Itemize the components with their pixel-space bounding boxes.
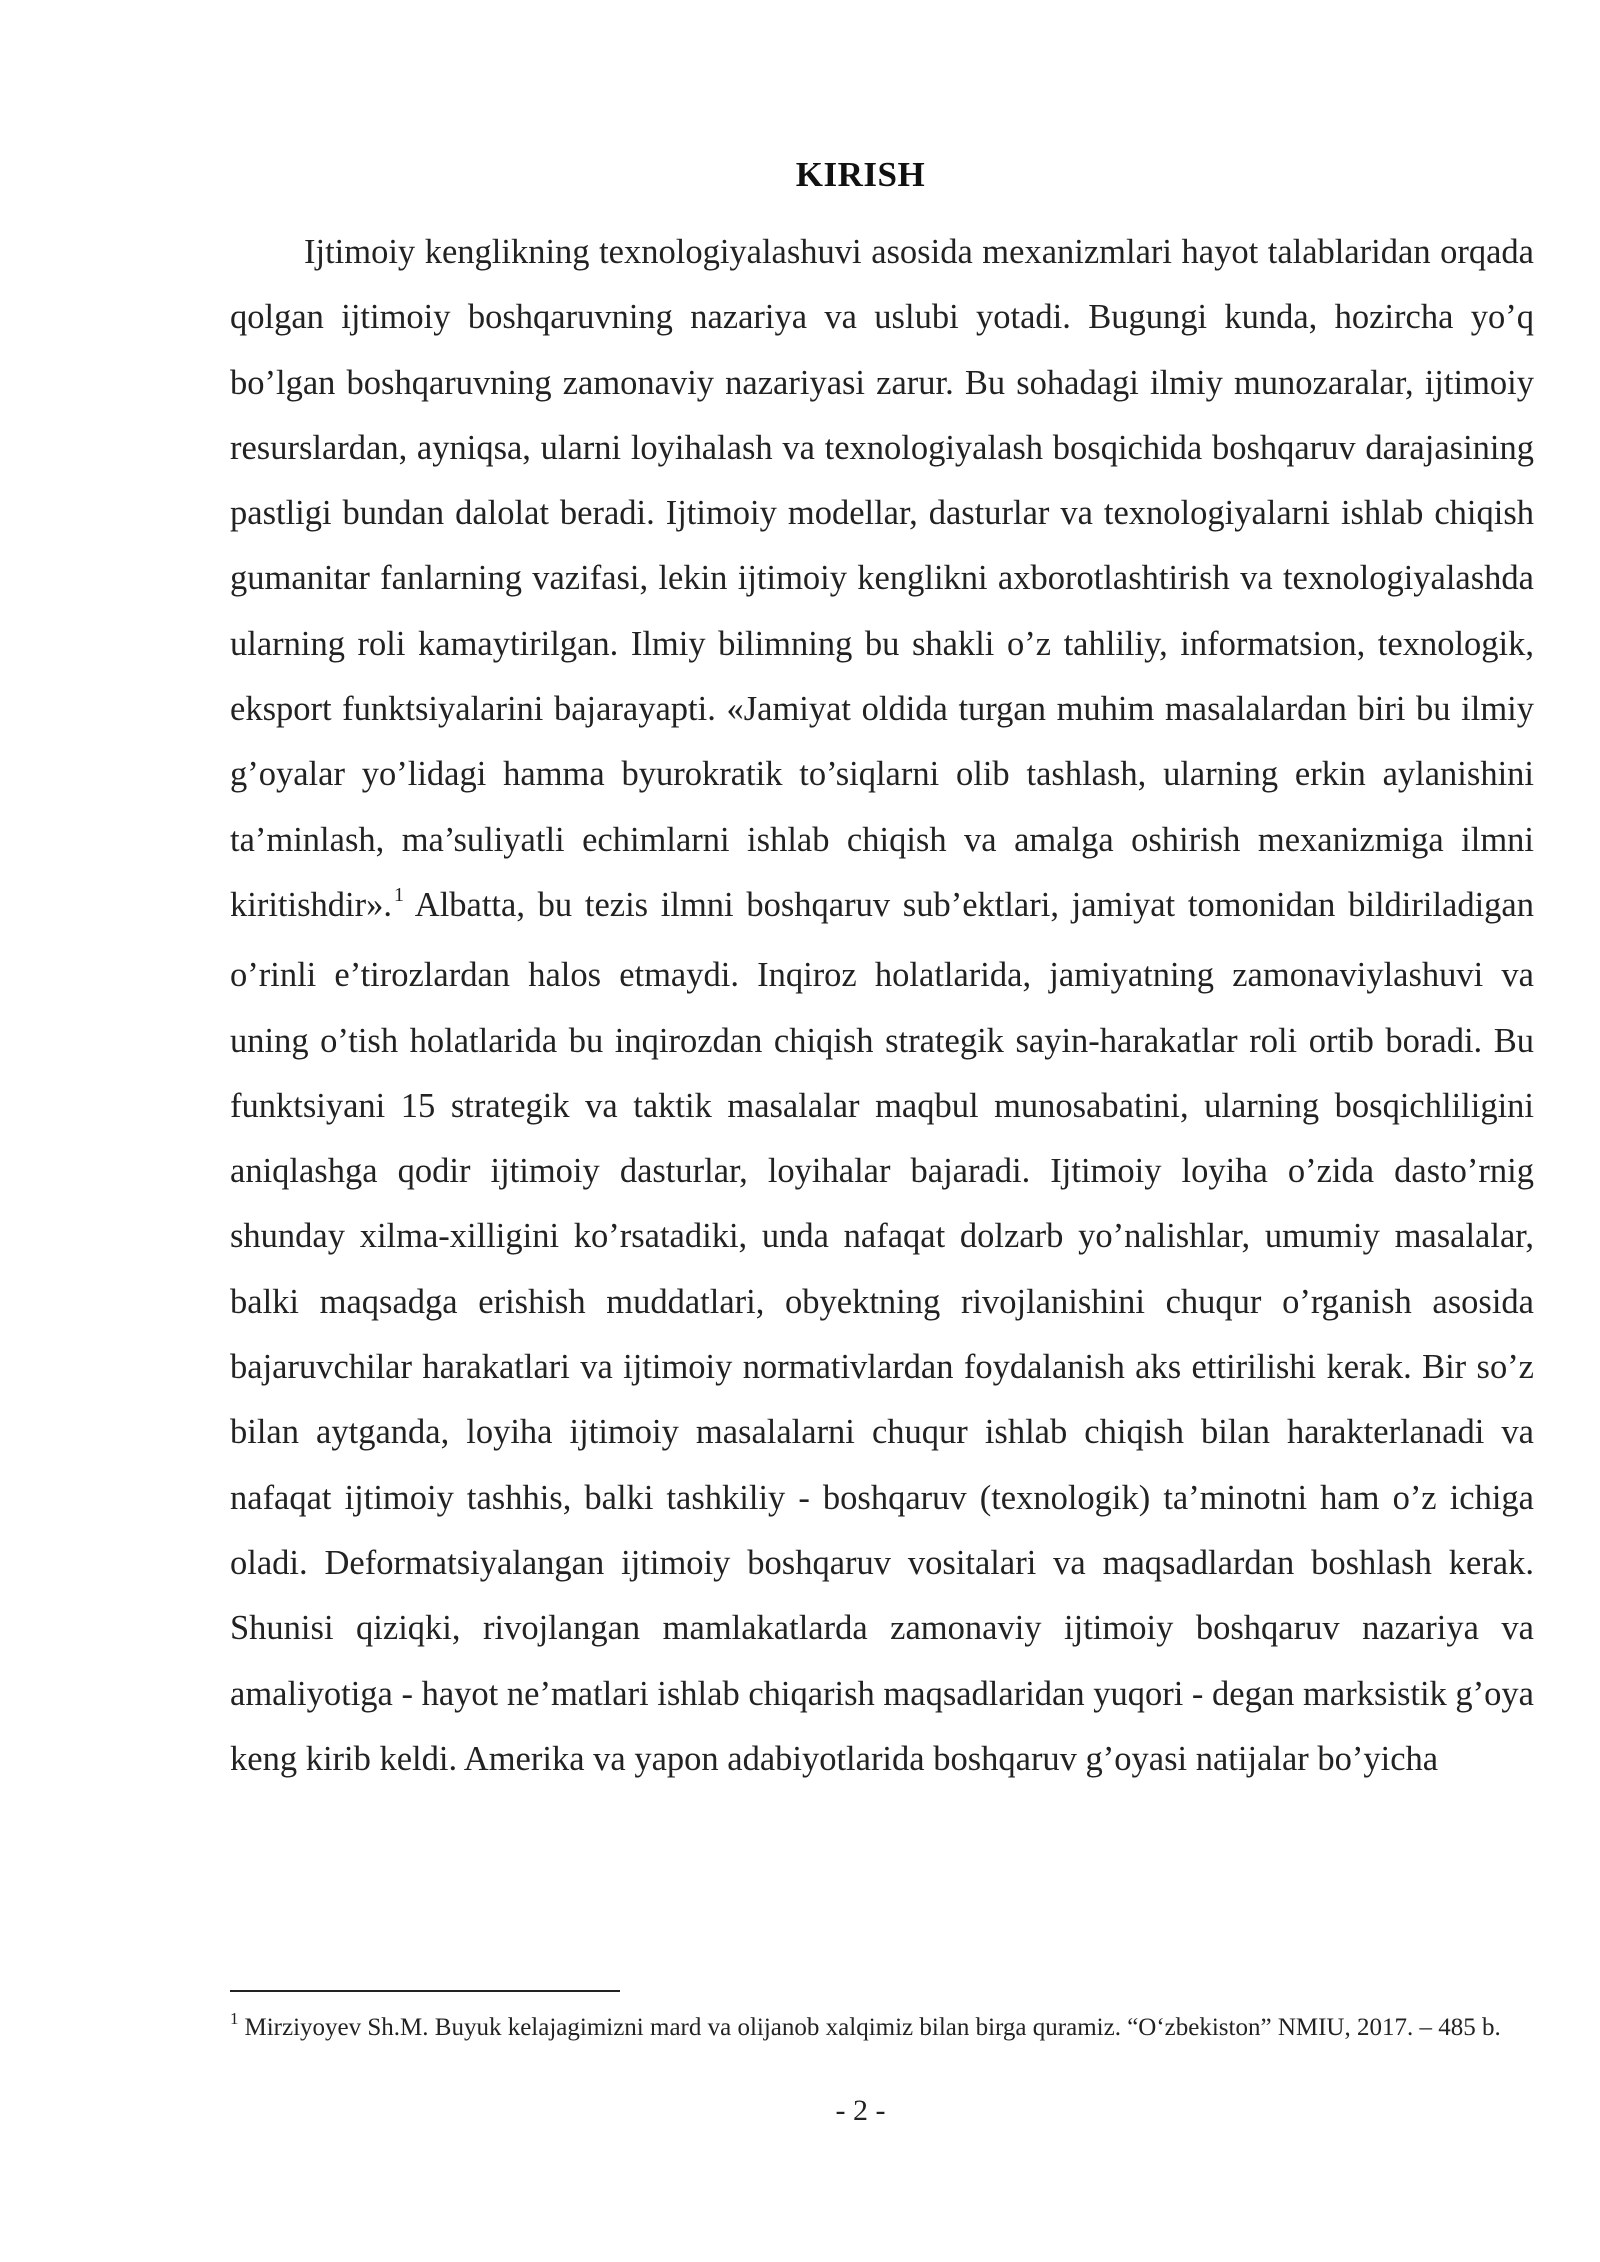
body-text-part-1: Ijtimoiy kenglikning texnologiyalashuvi asosida mexanizmlari hayot talablaridan orqada qolgan ijtimoiy boshqaruvning nazariya va uslubi yotadi. Bugungi kunda, hozircha yo’q bo’lgan boshqaruvning zamonaviy nazariyasi zarur. Bu sohadagi ilmiy munozaralar, ijtimoiy resurslardan, ayniqsa, ularni loyihalash va texnologiyalash bosqichida boshqaruv darajasining pastligi bundan dalolat beradi. Ijtimoiy modellar, dasturlar va texnologiyalarni ishlab chiqish gumanitar fanlarning vazifasi, lekin ijtimoiy kenglikni axborotlashtirish va texnologiyalashda ularning roli kamaytirilgan. Ilmiy bilimning bu shakli o’z tahliliy, informatsion, texnologik, eksport funktsiyalarini bajarayapti. «Jamiyat oldida turgan muhim masalalardan biri bu ilmiy g’oyalar yo’lidagi hamma byurokratik to’siqlarni olib tashlash, ularning erkin aylanishini ta’minlash, ma’suliyatli echimlarni ishlab chiqish va amalga oshirish mexanizmiga ilmni kiritishdir».: [230, 233, 1534, 924]
footnote-text: Mirziyoyev Sh.M. Buyuk kelajagimizni mard va olijanob xalqimiz bilan birga quramiz. “O‘zbekiston” NMIU, 2017. – 485 b.: [244, 2014, 1501, 2041]
page-number: - 2 -: [835, 2094, 886, 2127]
body-paragraph: [230, 220, 1534, 1792]
footnote-separator: [230, 1990, 620, 1992]
footnote: [230, 2001, 1534, 2057]
page-title: KIRISH: [795, 155, 926, 194]
body-text-part-2: Albatta, bu tezis ilmni boshqaruv sub’ektlari, jamiyat tomonidan bildiriladigan o’rinli e’tirozlardan halos etmaydi. Inqiroz holatlarida, jamiyatning zamonaviylashuvi va uning o’tish holatlarida bu inqirozdan chiqish strategik sayin-harakatlar roli ortib boradi. Bu funktsiyani 15 strategik va taktik masalalar maqbul munosabatini, ularning bosqichliligini aniqlashga qodir ijtimoiy dasturlar, loyihalar bajaradi. Ijtimoiy loyiha o’zida dasto’rnig shunday xilma-xilligini ko’rsatadiki, unda nafaqat dolzarb yo’nalishlar, umumiy masalalar, balki maqsadga erishish muddatlari, obyektning rivojlanishini chuqur o’rganish asosida bajaruvchilar harakatlari va ijtimoiy normativlardan foydalanish aks ettirilishi kerak. Bir so’z bilan aytganda, loyiha ijtimoiy masalalarni chuqur ishlab chiqish bilan harakterlanadi va nafaqat ijtimoiy tashhis, balki tashkiliy - boshqaruv (texnologik) ta’minotni ham o’z ichiga oladi. Deformatsiyalangan ijtimoiy boshqaruv vositalari va maqsadlardan boshlash kerak. Shunisi qiziqki, rivojlangan mamlakatlarda zamonaviy ijtimoiy boshqaruv nazariya va amaliyotiga - hayot ne’matlari ishlab chiqarish maqsadlaridan yuqori - degan marksistik g’oya keng kirib keldi. Amerika va yapon adabiyotlarida boshqaruv g’oyasi natijalar bo’yicha: [230, 885, 1534, 1778]
footnote-reference[interactable]: 1: [393, 883, 404, 906]
footnote-mark: 1: [230, 2009, 239, 2028]
